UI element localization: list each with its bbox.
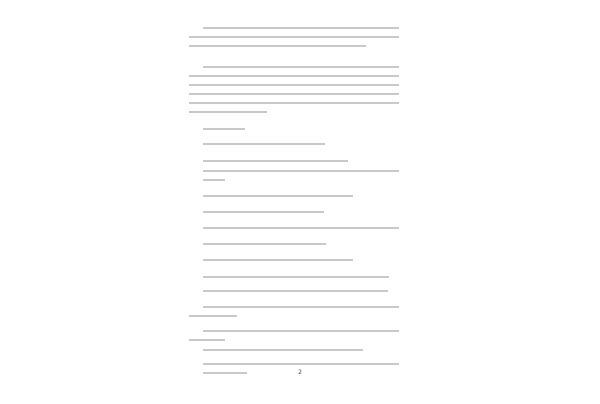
text-line <box>189 75 399 77</box>
text-line <box>203 143 325 145</box>
text-line <box>203 211 324 213</box>
text-line <box>203 27 399 29</box>
text-line <box>189 93 399 95</box>
text-line <box>203 330 399 332</box>
text-line <box>203 349 363 351</box>
text-line <box>189 45 366 47</box>
text-line <box>203 227 399 229</box>
text-line <box>189 111 267 113</box>
page-number: 2 <box>298 369 302 376</box>
text-line <box>203 306 399 308</box>
text-line <box>203 195 353 197</box>
text-line <box>189 102 399 104</box>
text-line <box>189 339 225 341</box>
text-line <box>189 84 399 86</box>
text-line <box>203 276 389 278</box>
text-line <box>203 363 399 365</box>
text-line <box>203 179 225 181</box>
text-line <box>189 315 237 317</box>
text-line <box>203 66 399 68</box>
text-line <box>189 36 399 38</box>
text-line <box>203 290 388 292</box>
text-line <box>203 160 348 162</box>
text-line <box>203 128 245 130</box>
text-line <box>203 259 353 261</box>
text-line <box>203 243 326 245</box>
text-line <box>203 170 399 172</box>
